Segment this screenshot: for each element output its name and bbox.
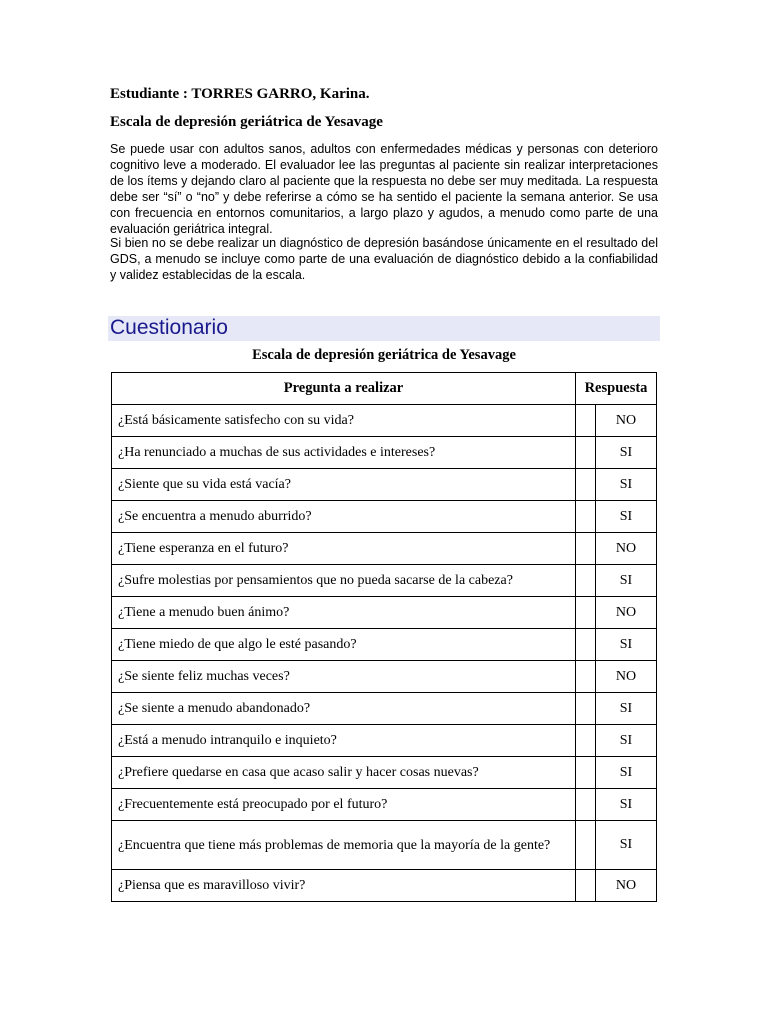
table-row — [112, 629, 657, 661]
answer-cell: NO — [596, 533, 657, 565]
diagnosis-paragraph: Si bien no se debe realizar un diagnóstico de depresión basándose únicamente en el resultado del GDS, a menudo se incluye como parte de una evaluación de diagnóstico debido a la confiabilidad y validez establecidas de la escala. — [110, 236, 658, 282]
empty-cell — [576, 821, 596, 870]
table-row — [112, 533, 657, 565]
empty-cell — [576, 629, 596, 661]
empty-cell — [576, 501, 596, 533]
answer-cell: SI — [596, 629, 657, 661]
table-row — [112, 661, 657, 693]
empty-cell — [576, 405, 596, 437]
empty-cell — [576, 565, 596, 597]
question-cell: ¿Prefiere quedarse en casa que acaso salir y hacer cosas nuevas? — [112, 757, 576, 789]
table-row — [112, 693, 657, 725]
answer-cell: SI — [596, 501, 657, 533]
table-row — [112, 597, 657, 629]
question-cell: ¿Se siente a menudo abandonado? — [112, 693, 576, 725]
section-title: Cuestionario — [110, 316, 228, 339]
empty-cell — [576, 757, 596, 789]
question-cell: ¿Piensa que es maravilloso vivir? — [112, 870, 576, 902]
question-cell: ¿Está a menudo intranquilo e inquieto? — [112, 725, 576, 757]
student-name: Estudiante : TORRES GARRO, Karina. — [110, 86, 370, 102]
table-row — [112, 821, 657, 870]
answer-cell: NO — [596, 870, 657, 902]
table-row — [112, 870, 657, 902]
empty-cell — [576, 870, 596, 902]
table-body — [112, 405, 657, 902]
intro-paragraph: Se puede usar con adultos sanos, adultos con enfermedades médicas y personas con deterioro cognitivo leve a moderado. El evaluador lee las preguntas al paciente sin realizar interpretaciones de los ítems y dejando claro al paciente que la respuesta no debe ser muy meditada. La respuesta debe ser “sí” o “no” y debe referirse a cómo se ha sentido el paciente la semana anterior. Se usa con frecuencia en entornos comunitarios, a largo plazo y agudos, a menudo como parte de una evaluación geriátrica integral. — [110, 142, 658, 236]
answer-cell: SI — [596, 565, 657, 597]
empty-cell — [576, 533, 596, 565]
answer-column-header: Respuesta — [576, 373, 657, 405]
empty-cell — [576, 437, 596, 469]
question-cell: ¿Se encuentra a menudo aburrido? — [112, 501, 576, 533]
table-row — [112, 789, 657, 821]
table-row — [112, 437, 657, 469]
empty-cell — [576, 661, 596, 693]
table-row — [112, 469, 657, 501]
empty-cell — [576, 725, 596, 757]
answer-cell: SI — [596, 821, 657, 870]
table-row — [112, 405, 657, 437]
question-cell: ¿Siente que su vida está vacía? — [112, 469, 576, 501]
empty-cell — [576, 693, 596, 725]
question-cell: ¿Ha renunciado a muchas de sus actividades e intereses? — [112, 437, 576, 469]
answer-cell: SI — [596, 757, 657, 789]
table-header-row — [112, 373, 657, 405]
question-cell: ¿Frecuentemente está preocupado por el futuro? — [112, 789, 576, 821]
answer-cell: SI — [596, 437, 657, 469]
empty-cell — [576, 789, 596, 821]
question-cell: ¿Tiene a menudo buen ánimo? — [112, 597, 576, 629]
question-cell: ¿Tiene esperanza en el futuro? — [112, 533, 576, 565]
document-title: Escala de depresión geriátrica de Yesavage — [110, 114, 383, 130]
table-row — [112, 501, 657, 533]
answer-cell: SI — [596, 469, 657, 501]
answer-cell: SI — [596, 693, 657, 725]
question-cell: ¿Tiene miedo de que algo le esté pasando? — [112, 629, 576, 661]
questionnaire-table — [111, 372, 657, 902]
table-row — [112, 725, 657, 757]
question-cell: ¿Sufre molestias por pensamientos que no pueda sacarse de la cabeza? — [112, 565, 576, 597]
question-cell: ¿Se siente feliz muchas veces? — [112, 661, 576, 693]
question-column-header: Pregunta a realizar — [112, 373, 576, 405]
table-row — [112, 757, 657, 789]
empty-cell — [576, 469, 596, 501]
table-title: Escala de depresión geriátrica de Yesavage — [252, 347, 516, 363]
answer-cell: SI — [596, 789, 657, 821]
answer-cell: NO — [596, 405, 657, 437]
question-cell: ¿Está básicamente satisfecho con su vida? — [112, 405, 576, 437]
answer-cell: NO — [596, 597, 657, 629]
answer-cell: SI — [596, 725, 657, 757]
table-row — [112, 565, 657, 597]
question-cell: ¿Encuentra que tiene más problemas de memoria que la mayoría de la gente? — [112, 821, 576, 870]
empty-cell — [576, 597, 596, 629]
answer-cell: NO — [596, 661, 657, 693]
